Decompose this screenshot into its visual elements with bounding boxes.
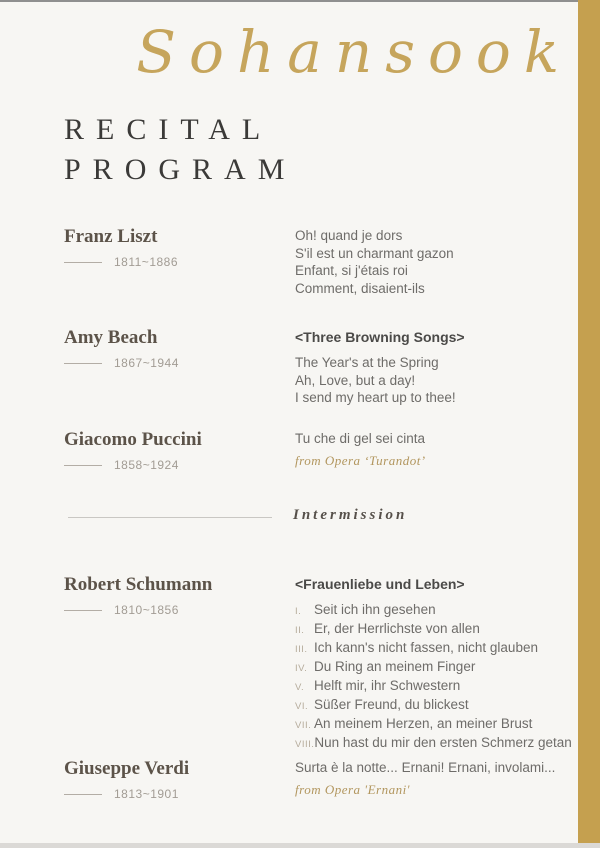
page-title-line-1: RECITAL [64, 113, 273, 146]
years-text: 1810~1856 [114, 603, 179, 617]
song-cycle-title: <Three Browning Songs> [295, 329, 465, 345]
intermission-divider-line [68, 517, 272, 518]
program-section [64, 226, 576, 297]
bottom-border-line [0, 843, 600, 848]
song-title: An meinem Herzen, an meiner Brust [314, 716, 533, 731]
years-dash [64, 465, 102, 466]
numbered-song-list [295, 601, 576, 753]
composer-block [64, 758, 295, 801]
years-text: 1858~1924 [114, 458, 179, 472]
composer-years-row [64, 603, 295, 617]
songs-column [295, 758, 576, 798]
song-number: I. [295, 606, 302, 617]
song-title: Du Ring an meinem Finger [314, 659, 476, 674]
years-text: 1867~1944 [114, 356, 179, 370]
composer-name: Giuseppe Verdi [64, 758, 190, 779]
numbered-song-line [295, 658, 576, 677]
song-title: S'il est un charmant gazon [295, 245, 454, 261]
composer-name: Robert Schumann [64, 574, 213, 595]
song-title: Er, der Herrlichste von allen [314, 621, 480, 636]
numbered-song-line [295, 601, 576, 620]
song-title: Helft mir, ihr Schwestern [314, 678, 461, 693]
song-title: Süßer Freund, du blickest [314, 697, 469, 712]
song-title: Comment, disaient-ils [295, 280, 425, 296]
song-title: I send my heart up to thee! [295, 390, 456, 405]
song-title: Tu che di gel sei cinta [295, 431, 426, 446]
years-text: 1813~1901 [114, 787, 179, 801]
numbered-song-line [295, 696, 576, 715]
composer-block [64, 226, 295, 269]
numbered-song-line [295, 715, 576, 734]
composer-block [64, 574, 295, 617]
song-title: The Year's at the Spring [295, 355, 439, 370]
song-number: VIII. [295, 739, 315, 750]
song-number: VI. [295, 701, 309, 712]
song-title: Ah, Love, but a day! [295, 372, 416, 388]
numbered-song-line [295, 639, 576, 658]
composer-name: Amy Beach [64, 327, 158, 348]
years-dash [64, 794, 102, 795]
song-source-note: from Opera ‘Turandot’ [295, 452, 426, 468]
composer-name: Franz Liszt [64, 226, 158, 247]
program-section [64, 758, 576, 801]
years-dash [64, 262, 102, 263]
song-number: III. [295, 644, 308, 655]
composer-years-row [64, 255, 295, 269]
composer-years-row [64, 458, 295, 472]
brand-signature: Sohansook [136, 18, 572, 86]
song-title: Oh! quand je dors [295, 228, 403, 243]
numbered-song-line [295, 620, 576, 639]
composer-years-row [64, 787, 295, 801]
composer-block [64, 429, 295, 472]
numbered-song-line [295, 677, 576, 696]
composer-name: Giacomo Puccini [64, 429, 202, 450]
song-number: V. [295, 682, 305, 693]
program-section [64, 327, 576, 407]
song-number: II. [295, 625, 305, 636]
song-number: IV. [295, 663, 308, 674]
page-title [64, 110, 296, 190]
songs-column [295, 429, 576, 469]
top-border-line [0, 0, 578, 2]
years-dash [64, 363, 102, 364]
years-text: 1811~1886 [114, 255, 179, 269]
gold-accent-stripe [578, 0, 600, 843]
page-title-line-2: PROGRAM [64, 153, 297, 186]
song-title: Surta è la notte... Ernani! Ernani, involami... [295, 760, 556, 775]
program-section [64, 429, 576, 472]
songs-column [295, 327, 576, 407]
song-number: VII. [295, 720, 312, 731]
composer-block [64, 327, 295, 370]
numbered-song-line [295, 734, 576, 753]
song-title: Enfant, si j'étais roi [295, 263, 408, 278]
intermission-label: Intermission [293, 507, 408, 523]
song-cycle-title: <Frauenliebe und Leben> [295, 576, 465, 592]
program-section [64, 574, 576, 753]
years-dash [64, 610, 102, 611]
song-source-note: from Opera 'Ernani' [295, 781, 410, 797]
songs-column [295, 226, 576, 297]
intermission-row [0, 503, 600, 533]
song-title: Seit ich ihn gesehen [314, 602, 436, 617]
song-title: Ich kann's nicht fassen, nicht glauben [314, 640, 538, 655]
songs-column [295, 574, 576, 753]
composer-years-row [64, 356, 295, 370]
song-title: Nun hast du mir den ersten Schmerz getan [314, 735, 572, 750]
